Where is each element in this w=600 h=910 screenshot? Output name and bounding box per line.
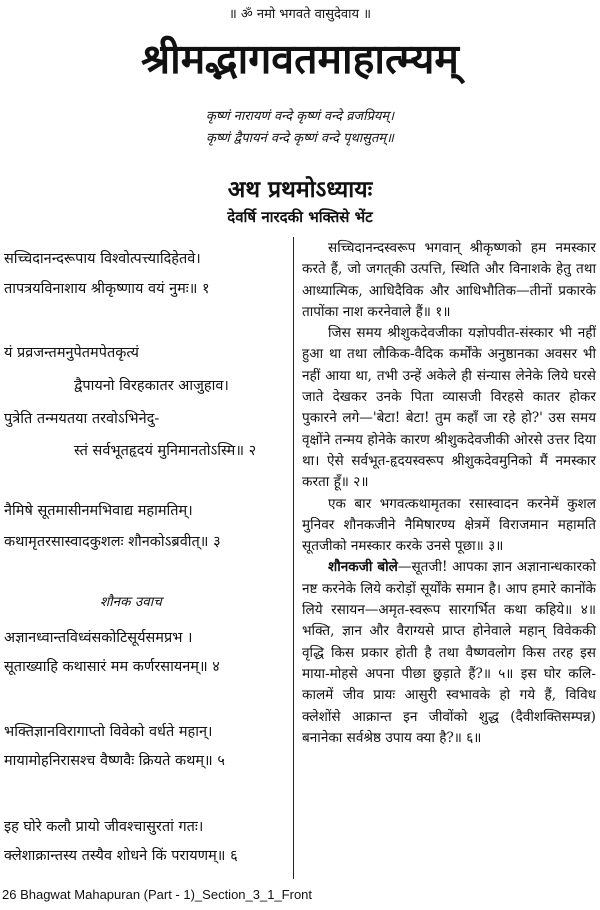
verse-line-2: कृष्णं द्वैपायनं वन्दे कृष्णं वन्दे पृथासुतम्॥ <box>206 131 394 146</box>
sanskrit-line: द्वैपायनो विरहकातर आजुहाव। <box>74 378 229 394</box>
translation-paragraph <box>302 557 596 749</box>
sanskrit-line: पुत्रेति तन्मयतया तरवोऽभिनेदु- <box>4 411 160 427</box>
page-title: श्रीमद्भागवतमाहात्म्यम् <box>141 35 459 83</box>
column-divider <box>293 237 294 879</box>
sanskrit-line: इह घोरे कलौ प्रायो जीवश्चासुरतां गतः। <box>4 819 204 835</box>
sanskrit-line: यं प्रव्रजन्तमनुपेतमपेतकृत्यं <box>4 345 139 361</box>
translation-paragraph: सच्चिदानन्दस्वरूप भगवान् श्रीकृष्णको हम नमस्कार करते हैं, जो जगत्‌की उत्पत्ति, स्थिति और विनाशके हेतु तथा आध्यात्मिक, आधिदैविक और आधिभौतिक—तीनों प्रकारके तापोंका नाश करनेवाले हैं॥ १॥ <box>302 240 596 320</box>
translation-paragraph: एक बार भगवत्कथामृतका रसास्वादन करनेमें कुशल मुनिवर शौनकजीने नैमिषारण्य क्षेत्रमें विराजमान महामति सूतजीको नमस्कार करके उनसे पूछा॥ ३॥ <box>302 495 596 555</box>
sanskrit-line: मायामोहनिरासश्च वैष्णवैः क्रियते कथम्॥ ५ <box>4 753 225 769</box>
page-footer: 26 Bhagwat Mahapuran (Part - 1)_Section_3_1_Front <box>2 887 313 902</box>
hindi-translation <box>302 238 596 749</box>
chapter-subtitle: देवर्षि नारदकी भक्तिसे भेंट <box>227 208 373 226</box>
sanskrit-line: स्तं सर्वभूतहृदयं मुनिमानतोऽस्मि॥ २ <box>74 443 257 459</box>
translation-paragraph: जिस समय श्रीशुकदेवजीका यज्ञोपवीत-संस्कार भी नहीं हुआ था तथा लौकिक-वैदिक कर्मोंके अनुष्ठानका अवसर भी नहीं आया था, तभी उन्हें अकेले ही संन्यास लेनेके लिये घरसे जाते देखकर उनके पिता व्यासजी विरहसे कातर होकर पुकारने लगे—'बेटा! बेटा! तुम कहाँ जा रहे हो?' उस समय वृक्षोंने तन्मय होनेके कारण श्रीशुकदेवजीकी ओरसे उत्तर दिया था। ऐसे सर्वभूत-हृदयस्वरूप श्रीशुकदेवमुनिको मैं नमस्कार करता हूँ॥ २॥ <box>302 325 596 491</box>
invocation: ॥ ॐ नमो भगवते वासुदेवाय ॥ <box>229 7 371 22</box>
sanskrit-line: भक्तिज्ञानविरागाप्तो विवेको वर्धते महान्। <box>4 724 213 740</box>
sanskrit-line: कथामृतरसास्वादकुशलः शौनकोऽब्रवीत्॥ ३ <box>4 534 221 550</box>
translation-text: —सूतजी! आपका ज्ञान अज्ञानान्धकारको नष्ट करनेके लिये करोड़ों सूर्योंके समान है। आप हमारे कानोंके लिये रसायन—अमृत-स्वरूप सारगर्भित कथा कहिये॥ ४॥ भक्ति, ज्ञान और वैराग्यसे प्राप्त होनेवाले महान् विवेककी वृद्धि किस प्रकार होती है तथा वैष्णवलोग किस तरह इस माया-मोहसे अपना पीछा छुड़ाते हैं?॥ ५॥ इस घोर कलि-कालमें जीव प्रायः आसुरी स्वभावके हो गये हैं, विविध क्लेशोंसे आक्रान्त इन जीवोंको शुद्ध (दैवीशक्तिसम्पन्न) बनानेका सर्वश्रेष्ठ उपाय क्या है?॥ ६॥ <box>302 559 596 746</box>
sanskrit-line: अज्ञानध्वान्तविध्वंसकोटिसूर्यसमप्रभ । <box>4 630 193 646</box>
chapter-title: अथ प्रथमोऽध्यायः <box>227 176 373 203</box>
speaker-heading: शौनक उवाच <box>100 594 162 610</box>
sanskrit-line: नैमिषे सूतमासीनमभिवाद्य महामतिम्। <box>4 503 193 519</box>
speaker-label: शौनकजी बोले <box>328 559 398 576</box>
sanskrit-line: क्लेशाक्रान्तस्य तस्यैव शोधने किं परायणम्॥ ६ <box>4 848 238 864</box>
sanskrit-line: सच्चिदानन्दरूपाय विश्वोत्पत्त्यादिहेतवे। <box>4 251 201 267</box>
sanskrit-line: तापत्रयविनाशाय श्रीकृष्णाय वयं नुमः॥ १ <box>4 281 210 297</box>
verse-line-1: कृष्णं नारायणं वन्दे कृष्णं वन्दे व्रजप्रियम्। <box>205 109 395 124</box>
sanskrit-line: सूताख्याहि कथासारं मम कर्णरसायनम्॥ ४ <box>4 659 220 675</box>
